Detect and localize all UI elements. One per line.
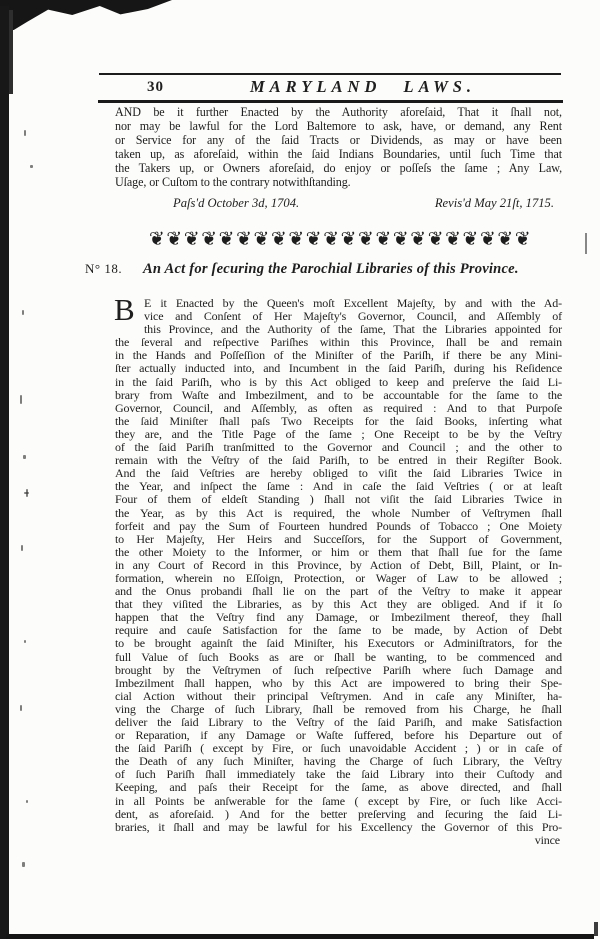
closing-paragraph bbox=[115, 106, 562, 189]
text-line: in the ſaid Pariſh, who is by this Act obliged to keep and preſerve the ſaid Li- bbox=[115, 374, 562, 389]
paragraph-lines bbox=[115, 106, 562, 189]
text-line: this Province, and the Authority of the ſame, That the Libraries appointed for bbox=[144, 322, 562, 337]
text-line: Keeping, and paſs their Receipt for the ſame, as above directed, and ſhall bbox=[115, 780, 562, 795]
text-line: the Death of any ſuch Miniſter, having the Charge of ſuch Library, the Veſtry bbox=[115, 754, 562, 769]
catchword: vince bbox=[534, 832, 560, 847]
body-lines bbox=[114, 292, 562, 834]
act-heading bbox=[85, 261, 573, 278]
scan-speck bbox=[24, 130, 26, 136]
page-number: 30 bbox=[147, 79, 164, 95]
text-line: vice and Conſent of Her Majeſty's Governor, Council, and Aſſembly of bbox=[144, 309, 562, 324]
text-line: full Value of ſuch Books as are or ſhall be wanting, to be commenced and bbox=[115, 649, 562, 664]
text-line: of ſuch Pariſh ſhall immediately take the ſaid Library into their Cuſtody and bbox=[115, 767, 562, 782]
scan-artifact-bottom-edge bbox=[6, 934, 594, 939]
text-line: taken up, as aforeſaid, within the ſaid Indians Boundaries, until ſuch Time that bbox=[115, 146, 562, 161]
scan-speck bbox=[20, 395, 22, 404]
scan-speck bbox=[21, 545, 23, 551]
text-line: AND be it further Enacted by the Authority aforeſaid, That it ſhall not, bbox=[115, 105, 562, 119]
passed-date: Paſs'd October 3d, 1704. bbox=[173, 196, 300, 210]
scan-artifact-left-edge bbox=[0, 6, 9, 939]
scan-speck bbox=[26, 489, 28, 497]
text-line: in all Points be anſwerable for the ſame ( except by Fire, or ſuch like Acci- bbox=[115, 793, 562, 808]
scan-speck bbox=[23, 455, 26, 459]
scan-speck bbox=[26, 800, 28, 803]
scan-speck bbox=[22, 862, 25, 867]
text-line: dent, as aforeſaid. ) And for the better preſerving and ſecuring the ſaid Li- bbox=[115, 806, 562, 821]
text-line: require and cauſe Satisfaction for the ſame to be made, by Action of Debt bbox=[115, 623, 562, 638]
text-line: in any Court of Record in this Province, by Action of Debt, Bill, Plaint, or In- bbox=[115, 557, 562, 572]
running-title: MARYLAND LAWS. bbox=[250, 77, 477, 96]
text-line: And the ſaid Veſtries are hereby obliged to viſit the ſaid Libraries Twice in bbox=[115, 466, 562, 481]
fleuron-ornament-band: ❦❦❦❦❦❦❦❦❦❦❦❦❦❦❦❦❦❦❦❦❦❦ bbox=[149, 228, 533, 250]
scan-artifact-corner bbox=[0, 0, 172, 30]
scan-artifact-mark bbox=[585, 233, 587, 254]
text-line: happen that the Veſtry find any Damage, or Imbezilment thereof, they ſhall bbox=[115, 610, 562, 625]
text-line: or Reparation, if any Damage or Waſte ſuffered, before his Departure out of bbox=[115, 728, 562, 743]
text-line: ſter actually inducted into, and Incumbent in the ſaid Pariſh, during his Reſidence bbox=[115, 361, 562, 376]
text-line: ving the Charge of ſuch Library, ſhall be removed from his Charge, he ſhall bbox=[115, 701, 562, 716]
dateline bbox=[115, 196, 562, 211]
text-line: E it Enacted by the Queen's moſt Excellent Majeſty, by and with the Ad- bbox=[144, 296, 562, 310]
text-line: Governor, Council, and Aſſembly, as often as required : And to that Purpoſe bbox=[115, 400, 562, 415]
text-line: Uſage, or Cuſtom to the contrary notwithſtanding. bbox=[115, 174, 351, 189]
act-body bbox=[114, 292, 562, 847]
text-line: to be brought againſt the ſaid Miniſter, his Executors or Adminiſtrators, for the bbox=[115, 636, 562, 651]
text-line: brary from Waſte and Imbezilment, and to be accountable for the ſame to the bbox=[115, 387, 562, 402]
text-line: to Her Majeſty, Her Heirs and Succeſſors, for the Support of Government, bbox=[115, 531, 562, 546]
act-title: An Act for ſecuring the Parochial Libraries of this Province. bbox=[143, 261, 519, 277]
text-line: formation, wherein no Eſſoign, Protection, or Wager of Law to be allowed ; bbox=[115, 570, 562, 585]
text-line: that they viſited the Libraries, as by this Act they are obliged. And if it ſo bbox=[115, 597, 562, 612]
text-line: of the ſaid Pariſh tranſmitted to the Governor and Council ; and the other to bbox=[115, 440, 562, 455]
text-line: they are, and the Title Page of the ſame ; One Receipt to be by the Veſtry bbox=[115, 426, 562, 441]
text-line: the other Moiety to the Informer, or him or them that ſhall ſue for the ſame bbox=[115, 544, 562, 559]
scan-speck bbox=[20, 705, 22, 711]
text-line: in the Hands and Poſſeſſion of the Miniſter of the Pariſh, if there be any Mini- bbox=[115, 348, 562, 363]
drop-cap-initial: B bbox=[114, 292, 135, 327]
scan-artifact-streak bbox=[9, 10, 13, 94]
scan-speck bbox=[22, 310, 24, 315]
scan-speck bbox=[30, 165, 33, 168]
header-rule-top bbox=[99, 73, 561, 75]
text-line: the Year, as by this Act is required, the whole Number of Veſtrymen ſhall bbox=[115, 505, 562, 520]
text-line: or Service for any of the ſaid Tracts or Dividends, as may or have been bbox=[115, 132, 562, 147]
text-line: nor may be lawful for the Lord Baltemore to ask, have, or demand, any Rent bbox=[115, 118, 562, 133]
scan-artifact-mark bbox=[594, 922, 598, 936]
text-line: cial Action without their principal Veſtrymen. And in caſe any Miniſter, ha- bbox=[115, 688, 562, 703]
text-line: the ſaid Miniſter ſhall paſs Two Receipts for the ſaid Books, inſerting what bbox=[115, 413, 562, 428]
text-line: the ſeveral and reſpective Pariſhes within this Province, ſhall be and remain bbox=[115, 335, 562, 350]
text-line: remain with the Veſtry of the ſaid Pariſh, to be entred in their Regiſter Book. bbox=[115, 453, 562, 468]
header-rule-bottom bbox=[98, 100, 563, 103]
text-line: forfeit and pay the Sum of Fourteen hundred Pounds of Tobacco ; One Moiety bbox=[115, 518, 562, 533]
scan-speck bbox=[24, 640, 26, 643]
text-line: the Takers up, or Owners aforeſaid, do enjoy or poſſeſs the ſame ; Any Law, bbox=[115, 160, 562, 175]
act-number-label: N° 18. bbox=[85, 261, 123, 276]
text-line: braries, it ſhall and may be lawful for his Excellency the Governor of this Pro- bbox=[115, 819, 562, 834]
revised-date: Revis'd May 21ſt, 1715. bbox=[434, 196, 554, 210]
text-line: brought by the Veſtrymen of ſuch reſpective Pariſh where ſuch Damage and bbox=[115, 662, 562, 677]
text-line: Imbezilment ſhall happen, who by this Act are impowered to bring their Spe- bbox=[115, 675, 562, 690]
text-line: and the Onus probandi ſhall lie on the part of the Veſtry to make it appear bbox=[115, 584, 562, 599]
text-line: the Year, and inſpect the ſame : And in caſe the ſaid Veſtries ( or at leaſt bbox=[115, 479, 562, 494]
text-line: Four of them of eldeſt Standing ) ſhall not viſit the ſaid Libraries Twice in bbox=[115, 492, 562, 507]
text-line: the ſaid Pariſh ( except by Fire, or ſuch unavoidable Accident ; ) or in caſe of bbox=[115, 741, 562, 756]
text-line: deliver the ſaid Library to the Veſtry of the ſaid Pariſh, and make Satisfaction bbox=[115, 715, 562, 729]
